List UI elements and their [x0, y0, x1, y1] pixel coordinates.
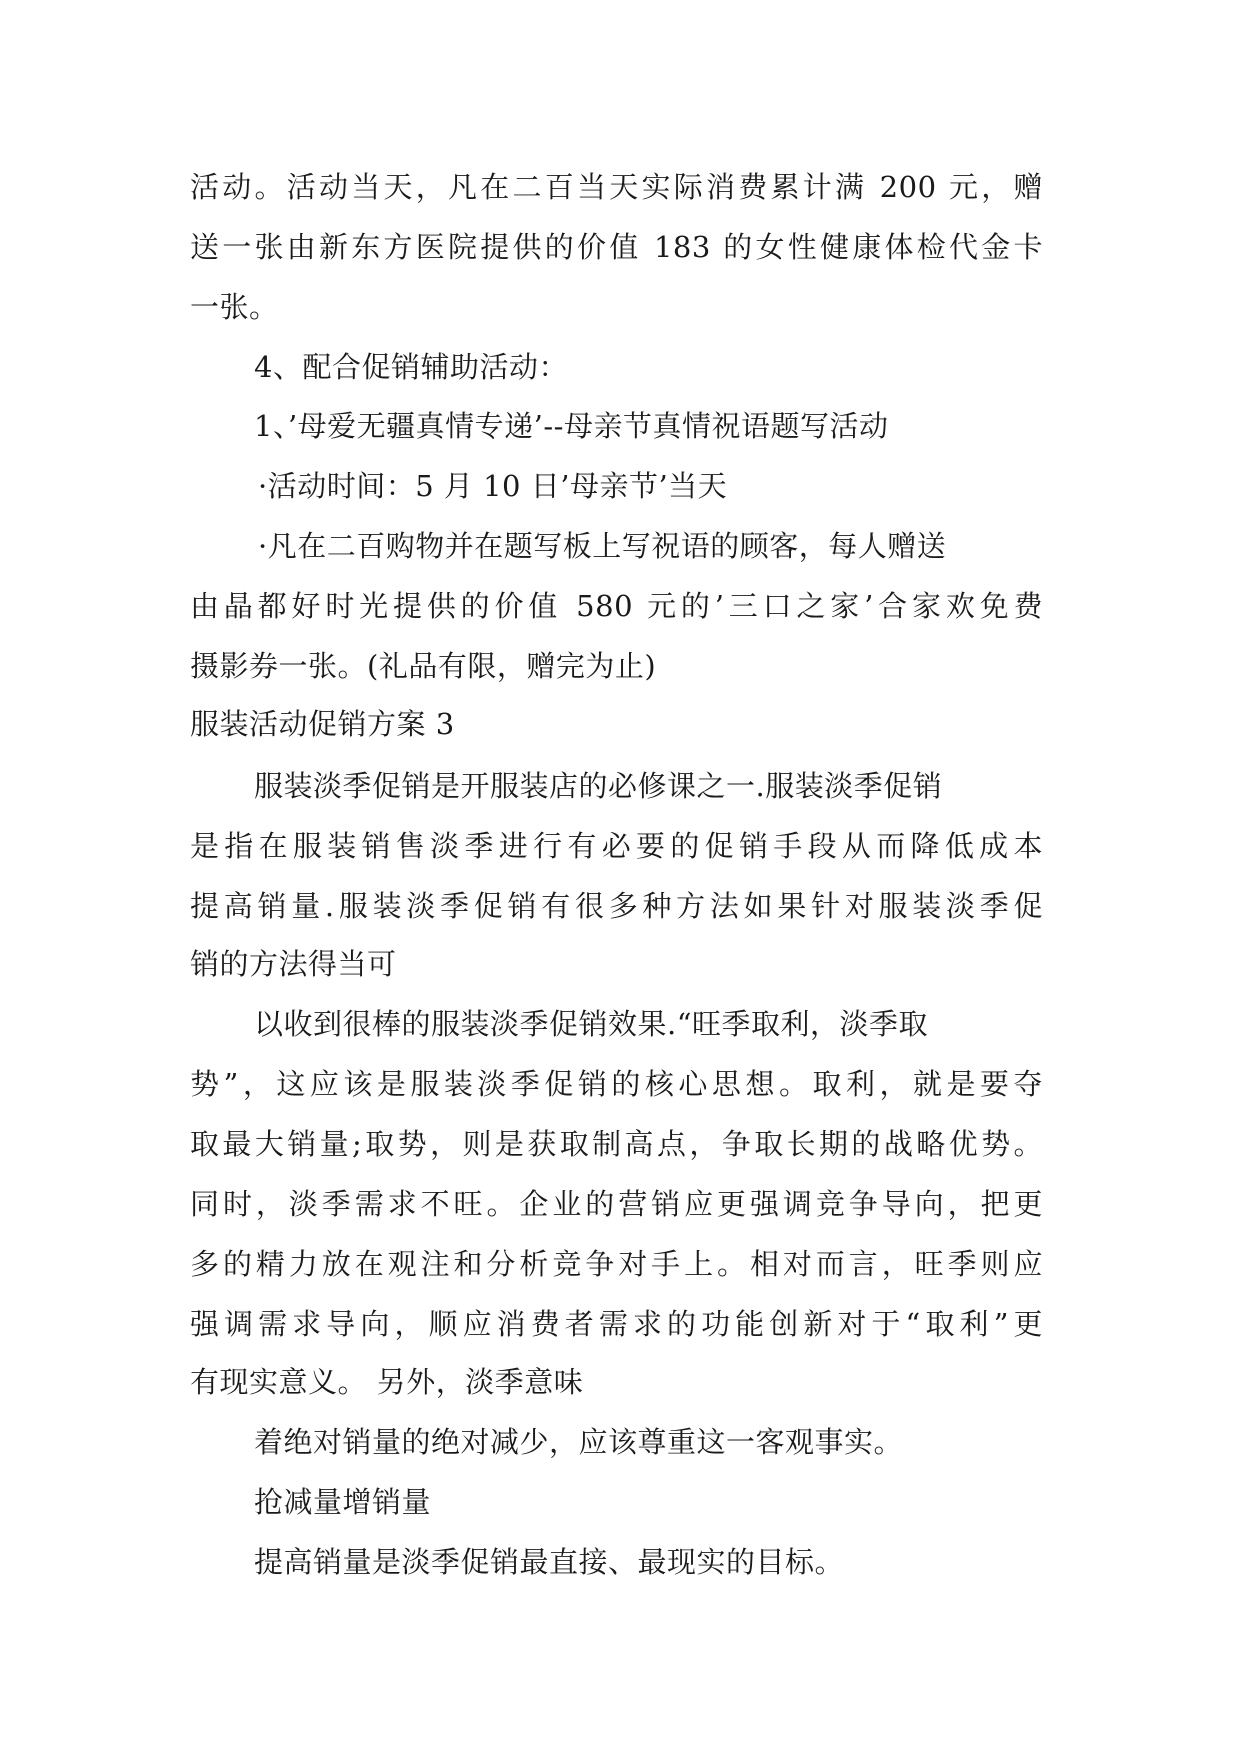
activity-title: 1、’母爱无疆真情专递’--母亲节真情祝语题写活动 [254, 409, 889, 443]
section-heading: 服装活动促销方案 3 [190, 707, 455, 741]
list-item-heading: 4、配合促销辅助活动： [254, 350, 568, 384]
body-text-line: 一张。 [190, 290, 279, 324]
bullet-item: ·活动时间：5 月 10 日’母亲节’当天 [258, 469, 728, 503]
paragraph-first-line: 以收到很棒的服装淡季促销效果.“旺季取利，淡季取 [254, 1007, 929, 1041]
body-text-line: 同时，淡季需求不旺。企业的营销应更强调竞争导向，把更 [190, 1187, 1043, 1221]
bullet-item: ·凡在二百购物并在题写板上写祝语的顾客，每人赠送 [258, 529, 947, 563]
body-text-line: 提高销量.服装淡季促销有很多种方法如果针对服装淡季促 [190, 889, 1043, 923]
subheading: 抢减量增销量 [254, 1485, 432, 1519]
body-text-line: 销的方法得当可 [190, 947, 397, 981]
body-text-line: 着绝对销量的绝对减少，应该尊重这一客观事实。 [254, 1425, 904, 1459]
paragraph-first-line: 服装淡季促销是开服装店的必修课之一.服装淡季促销 [254, 769, 943, 803]
body-text-line: 送一张由新东方医院提供的价值 183 的女性健康体检代金卡 [190, 230, 1043, 264]
body-text-line: 多的精力放在观注和分析竞争对手上。相对而言，旺季则应 [190, 1247, 1043, 1281]
body-text-line: 摄影券一张。(礼品有限，赠完为止) [190, 649, 657, 683]
body-text-line: 活动。活动当天，凡在二百当天实际消费累计满 200 元，赠 [190, 170, 1043, 204]
body-text-line: 是指在服装销售淡季进行有必要的促销手段从而降低成本 [190, 829, 1043, 863]
body-text-line: 取最大销量;取势，则是获取制高点，争取长期的战略优势。 [190, 1127, 1043, 1161]
body-text-line: 提高销量是淡季促销最直接、最现实的目标。 [254, 1545, 845, 1579]
body-text-line: 有现实意义。 另外，淡季意味 [190, 1365, 584, 1399]
body-text-line: 强调需求导向，顺应消费者需求的功能创新对于“取利”更 [190, 1307, 1043, 1341]
body-text-line: 势”，这应该是服装淡季促销的核心思想。取利，就是要夺 [190, 1067, 1043, 1101]
body-text-line: 由晶都好时光提供的价值 580 元的’三口之家’合家欢免费 [190, 589, 1043, 623]
